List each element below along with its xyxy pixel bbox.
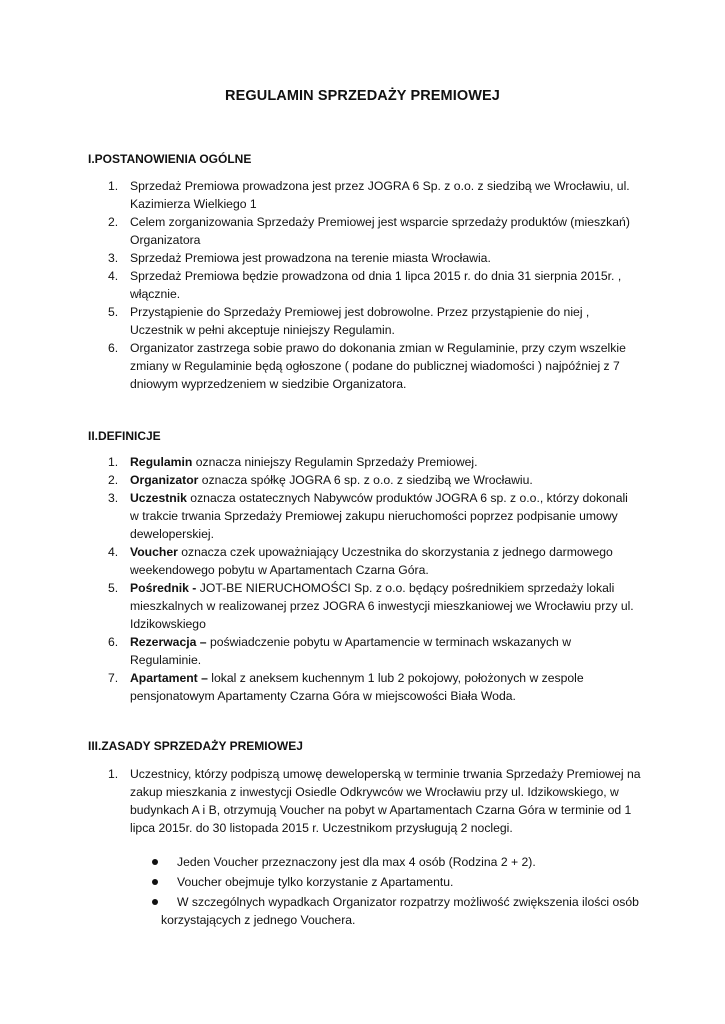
bullet-item: Jeden Voucher przeznaczony jest dla max 4 osób (Rodzina 2 + 2).	[0, 853, 647, 871]
list-item: 4. Sprzedaż Premiowa będzie prowadzona od dnia 1 lipca 2015 r. do dnia 31 sierpnia 2015r. , włącznie.	[108, 269, 622, 301]
definition-term: Pośrednik -	[130, 581, 197, 595]
list-item: 2. Celem zorganizowania Sprzedaży Premiowej jest wsparcie sprzedaży produktów (mieszkań) Organizatora	[108, 215, 630, 247]
list-item: 4. Voucher oznacza czek upoważniający Uczestnika do skorzystania z jednego darmowego weekendowego pobytu w Apartamentach Czarna Góra.	[108, 545, 613, 577]
bullet-icon	[152, 879, 158, 885]
definition-term: Regulamin	[130, 455, 193, 469]
section-heading-general: I.POSTANOWIENIA OGÓLNE	[88, 152, 252, 166]
bullet-item: Voucher obejmuje tylko korzystanie z Apartamentu.	[0, 873, 647, 891]
list-item: 5. Pośrednik - JOT-BE NIERUCHOMOŚCI Sp. z o.o. będący pośrednikiem sprzedaży lokali mieszkalnych w realizowanej przez JOGRA 6 inwestycji mieszkaniowej we Wrocławiu przy ul. Idzikowskiego	[108, 581, 634, 631]
list-item: 1. Uczestnicy, którzy podpiszą umowę deweloperską w terminie trwania Sprzedaży Premiowej na zakup mieszkania z inwestycji Osiedle Odkrywców we Wrocławiu przy ul. Idzikowskiego, w budynkach A i B, otrzymują Voucher na pobyt w Apartamentach Czarna Góra w terminie od 1 lipca 2015r. do 30 listopada 2015 r. Uczestnikom przysługują 2 noclegi.	[108, 767, 641, 835]
bullet-icon	[152, 859, 158, 865]
bullet-icon	[152, 899, 158, 905]
definition-term: Organizator	[130, 473, 199, 487]
general-provisions-list	[0, 177, 725, 393]
list-item: 5. Przystąpienie do Sprzedaży Premiowej jest dobrowolne. Przez przystąpienie do niej , Uczestnik w pełni akceptuje niniejszy Regulamin.	[108, 305, 590, 337]
list-item: 1. Regulamin oznacza niniejszy Regulamin Sprzedaży Premiowej.	[108, 455, 478, 469]
list-item: 3. Sprzedaż Premiowa jest prowadzona na terenie miasta Wrocławia.	[108, 251, 491, 265]
definitions-list	[0, 453, 725, 705]
document-title: REGULAMIN SPRZEDAŻY PREMIOWEJ	[225, 88, 500, 104]
list-item: 2. Organizator oznacza spółkę JOGRA 6 sp. z o.o. z siedzibą we Wrocławiu.	[108, 473, 533, 487]
section-heading-definitions: II.DEFINICJE	[88, 429, 161, 443]
list-item: 7. Apartament – lokal z aneksem kuchennym 1 lub 2 pokojowy, położonych w zespole pensjonatowym Apartamenty Czarna Góra w miejscowości Biała Woda.	[108, 671, 584, 703]
definition-term: Apartament –	[130, 671, 208, 685]
bullet-item: W szczególnych wypadkach Organizator rozpatrzy możliwość zwiększenia ilości osób korzystających z jednego Vouchera.	[0, 893, 647, 929]
rules-bullet-list	[0, 853, 725, 931]
list-item: 3. Uczestnik oznacza ostatecznych Nabywców produktów JOGRA 6 sp. z o.o., którzy dokonali w trakcie trwania Sprzedaży Premiowej zakupu nieruchomości poprzez podpisanie umowy deweloperskiej.	[108, 491, 628, 541]
definition-term: Uczestnik	[130, 491, 187, 505]
definition-term: Voucher	[130, 545, 178, 559]
definition-term: Rezerwacja –	[130, 635, 207, 649]
list-item: 6. Organizator zastrzega sobie prawo do dokonania zmian w Regulaminie, przy czym wszelkie zmiany w Regulaminie będą ogłoszone ( podane do publicznej wiadomości ) najpóźniej z 7 dniowym wyprzedzeniem w siedzibie Organizatora.	[108, 341, 626, 391]
list-item: 1. Sprzedaż Premiowa prowadzona jest przez JOGRA 6 Sp. z o.o. z siedzibą we Wrocławiu, ul. Kazimierza Wielkiego 1	[108, 179, 630, 211]
list-item: 6. Rezerwacja – poświadczenie pobytu w Apartamencie w terminach wskazanych w Regulaminie.	[108, 635, 572, 667]
rules-list	[0, 765, 725, 837]
section-heading-rules: III.ZASADY SPRZEDAŻY PREMIOWEJ	[88, 739, 303, 753]
